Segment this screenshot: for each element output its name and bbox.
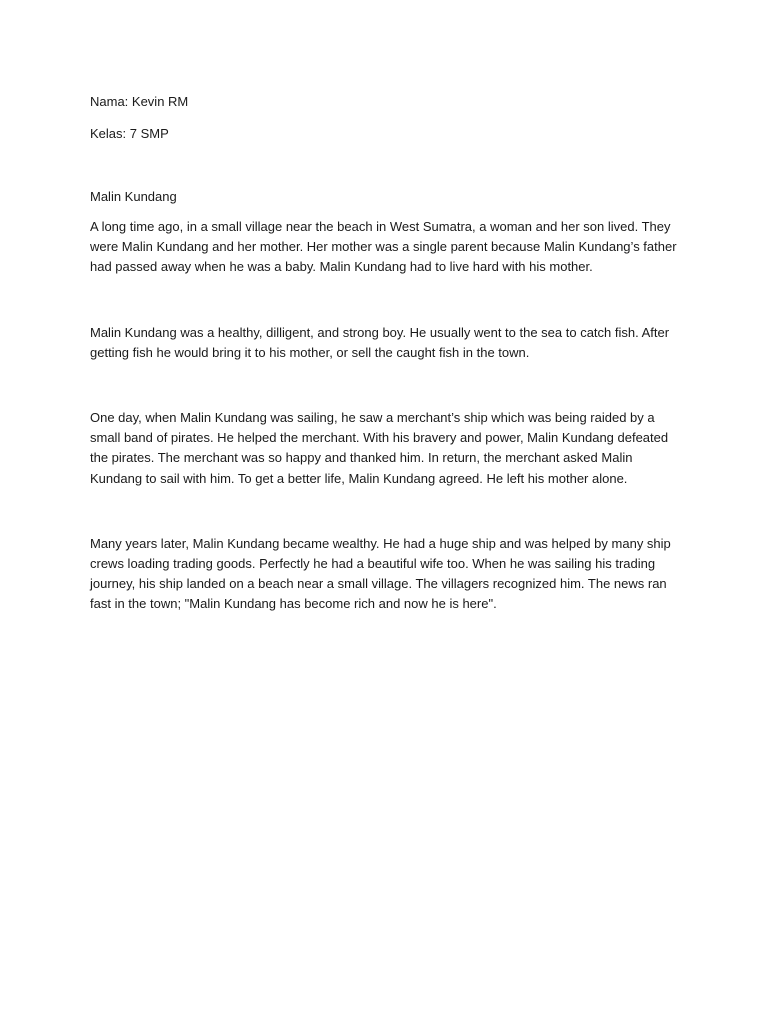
story-paragraph-3: One day, when Malin Kundang was sailing, he saw a merchant’s ship which was being raided by a small band of pirates. He helped the merchant. With his bravery and power, Malin Kundang defeated the pirates. The merchant was so happy and thanked him. In return, the merchant asked Malin Kundang to sail with him. To get a better life, Malin Kundang agreed. He left his mother alone. [90,410,669,486]
document-body [90,92,680,660]
story-paragraph-2: Malin Kundang was a healthy, dilligent, and strong boy. He usually went to the sea to catch fish. After getting fish he would bring it to his mother, or sell the caught fish in the town. [90,324,670,360]
student-class: Kelas: 7 SMP [90,126,169,141]
student-name: Nama: Kevin RM [90,94,189,109]
story-paragraph-1: A long time ago, in a small village near the beach in West Sumatra, a woman and her son lived. They were Malin Kundang and her mother. Her mother was a single parent because Malin Kundang’s father had passed away when he was a baby. Malin Kundang had to live hard with his mother. [90,219,677,275]
story-title: Malin Kundang [90,189,177,204]
story-paragraph-4: Many years later, Malin Kundang became wealthy. He had a huge ship and was helped by many ship crews loading trading goods. Perfectly he had a beautiful wife too. When he was sailing his trading journey, his ship landed on a beach near a small village. The villagers recognized him. The news ran fast in the town; "Malin Kundang has become rich and now he is here". [90,535,671,612]
